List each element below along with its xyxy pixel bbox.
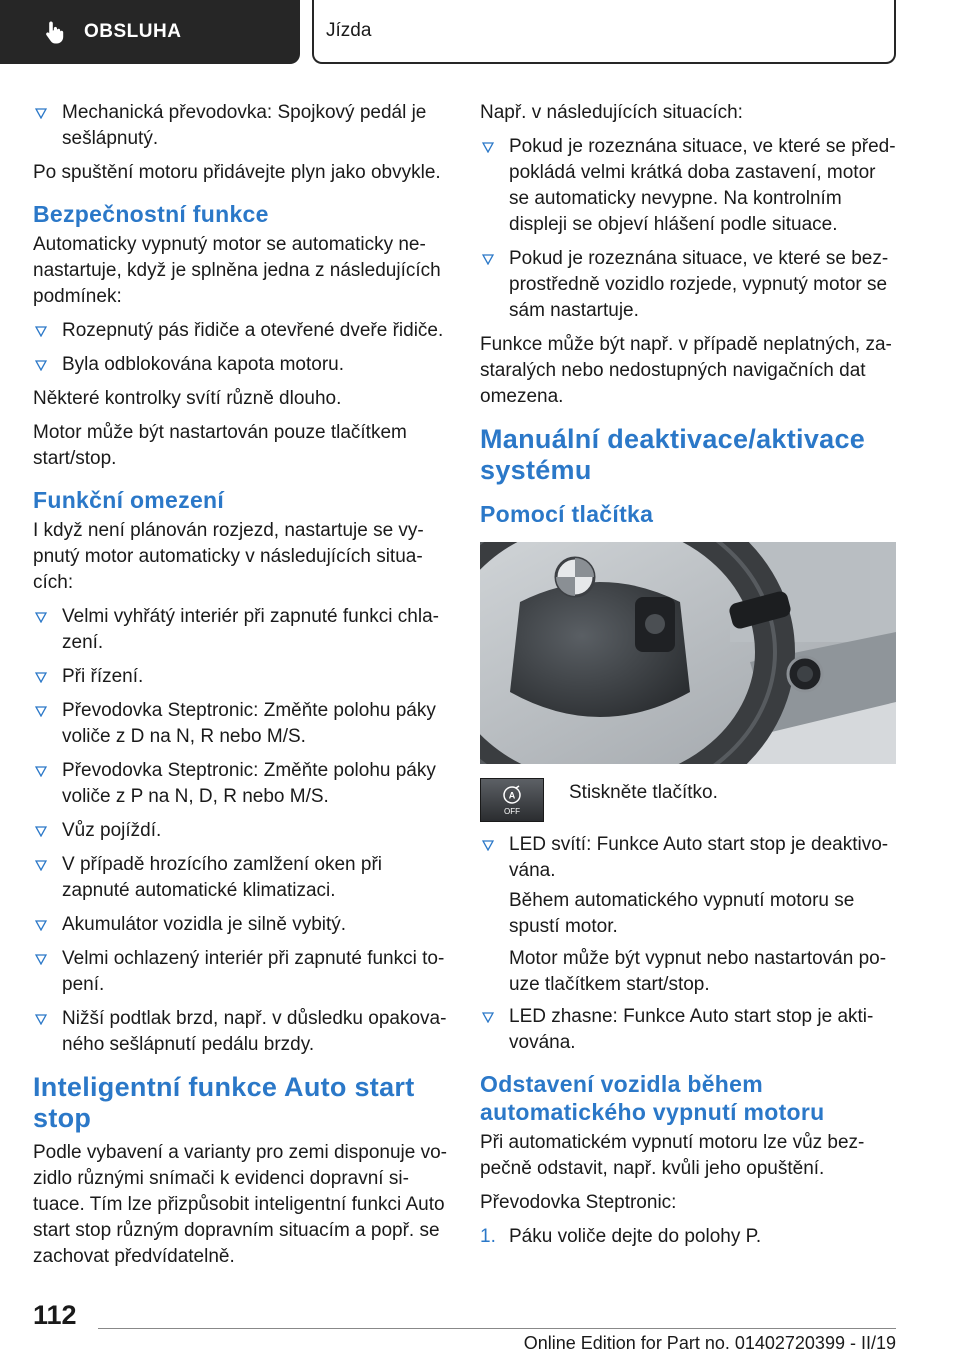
- triangle-bullet-icon: [35, 826, 47, 837]
- list-item: Akumulátor vozidla je silně vybitý.: [33, 912, 449, 938]
- page-number: 112: [33, 1300, 77, 1330]
- list-item: Vůz pojíždí.: [33, 818, 449, 844]
- triangle-bullet-icon: [35, 108, 47, 119]
- edition-text: Online Edition for Part no. 01402720399 - II/19: [523, 1333, 896, 1353]
- left-column: [33, 100, 449, 1278]
- paragraph: Funkce může být např. v případě neplatných, za‐staralých nebo nedostupných navigačních dat omezena.: [480, 334, 892, 407]
- section-tab[interactable]: [0, 0, 300, 64]
- paragraph: Při automatickém vypnutí motoru lze vůz bez‐pečně odstavit, např. kvůli jeho opuštění.: [480, 1132, 865, 1179]
- list-item: Pokud je rozeznána situace, ve které se před‐pokládá velmi krátká doba zastavení, motor se automaticky nevypne. Na kontrolním displeji se objeví hlášení podle situace.: [480, 134, 896, 238]
- section-tab-label: OBSLUHA: [84, 21, 182, 42]
- triangle-bullet-icon: [35, 954, 47, 965]
- triangle-bullet-icon: [35, 672, 47, 683]
- list-item: Mechanická převodovka: Spojkový pedál je sešlápnutý.: [33, 100, 449, 152]
- list-item: Rozepnutý pás řidiče a otevřené dveře řidiče.: [33, 318, 449, 344]
- paragraph: Podle vybavení a varianty pro zemi disponuje vo‐zidlo různými snímači k evidenci dopravní si‐tuace. Tím lze přizpůsobit inteligentní funkci Auto start stop různým dopravním situacím a popř. se zachovat předvídatelně.: [33, 1142, 448, 1267]
- section-heading: Pomocí tlačítka: [480, 501, 654, 527]
- triangle-bullet-icon: [35, 860, 47, 871]
- page-header: [0, 0, 960, 66]
- triangle-bullet-icon: [482, 142, 494, 153]
- paragraph: Automaticky vypnutý motor se automaticky ne‐nastartuje, když je splněna jedna z následujících podmínek:: [33, 234, 441, 307]
- button-label-off: OFF: [504, 807, 520, 816]
- paragraph: Po spuštění motoru přidávejte plyn jako obvykle.: [33, 162, 441, 183]
- list-item: Při řízení.: [33, 664, 449, 690]
- hand-pointer-icon: [42, 19, 68, 45]
- context-tab-label: Jízda: [326, 20, 372, 41]
- chapter-heading: Manuální deaktivace/aktivace systému: [480, 424, 866, 485]
- triangle-bullet-icon: [35, 920, 47, 931]
- list-item: Velmi vyhřátý interiér při zapnuté funkci chla‐zení.: [33, 604, 449, 656]
- triangle-bullet-icon: [482, 1012, 494, 1023]
- paragraph: Převodovka Steptronic:: [480, 1192, 677, 1213]
- list-item: Nižší podtlak brzd, např. v důsledku opakova‐ného sešlápnutí pedálu brzdy.: [33, 1006, 449, 1058]
- paragraph: Např. v následujících situacích:: [480, 102, 743, 123]
- button-instruction: [480, 778, 896, 822]
- section-heading: Odstavení vozidla během automatického vypnutí motoru: [480, 1071, 825, 1125]
- chapter-heading: Inteligentní funkce Auto start stop: [33, 1072, 415, 1133]
- triangle-bullet-icon: [482, 840, 494, 851]
- triangle-bullet-icon: [35, 706, 47, 717]
- list-item: Převodovka Steptronic: Změňte polohu páky voliče z P na N, D, R nebo M/S.: [33, 758, 449, 810]
- list-sub-paragraph: Motor může být vypnut nebo nastartován po‐uze tlačítkem start/stop.: [509, 948, 887, 995]
- list-sub-paragraph: Během automatického vypnutí motoru se spustí motor.: [509, 890, 855, 937]
- triangle-bullet-icon: [35, 326, 47, 337]
- list-item: V případě hrozícího zamlžení oken při zapnuté automatické klimatizaci.: [33, 852, 449, 904]
- triangle-bullet-icon: [482, 254, 494, 265]
- right-column: [480, 100, 896, 1258]
- list-item: Velmi ochlazený interiér při zapnuté funkci to‐pení.: [33, 946, 449, 998]
- paragraph: I když není plánován rozjezd, nastartuje se vy‐pnutý motor automaticky v následujících situa‐cích:: [33, 520, 424, 593]
- list-item: LED zhasne: Funkce Auto start stop je akti‐vována.: [480, 1004, 896, 1056]
- list-item: LED svítí: Funkce Auto start stop je deaktivo‐vána.: [480, 832, 896, 884]
- triangle-bullet-icon: [35, 360, 47, 371]
- paragraph: Motor může být nastartován pouze tlačítkem start/stop.: [33, 422, 407, 469]
- numbered-step: [480, 1224, 896, 1250]
- footer-divider: [98, 1328, 896, 1329]
- step-text: Páku voliče dejte do polohy P.: [509, 1226, 762, 1247]
- triangle-bullet-icon: [35, 1014, 47, 1025]
- triangle-bullet-icon: [35, 766, 47, 777]
- steering-wheel-photo: [480, 542, 896, 764]
- step-number: 1.: [480, 1226, 496, 1247]
- triangle-bullet-icon: [35, 612, 47, 623]
- list-item: Pokud je rozeznána situace, ve které se bez‐prostředně vozidlo rozjede, vypnutý motor se sám nastartuje.: [480, 246, 896, 324]
- context-tab: [312, 0, 896, 64]
- button-label-a: A: [508, 790, 516, 801]
- section-heading: Bezpečnostní funkce: [33, 201, 269, 227]
- list-item: Byla odblokována kapota motoru.: [33, 352, 449, 378]
- auto-start-stop-button-icon: [480, 778, 544, 822]
- paragraph: Některé kontrolky svítí různě dlouho.: [33, 388, 342, 409]
- list-item: Převodovka Steptronic: Změňte polohu páky voliče z D na N, R nebo M/S.: [33, 698, 449, 750]
- section-heading: Funkční omezení: [33, 487, 225, 513]
- button-caption: Stiskněte tlačítko.: [569, 782, 718, 803]
